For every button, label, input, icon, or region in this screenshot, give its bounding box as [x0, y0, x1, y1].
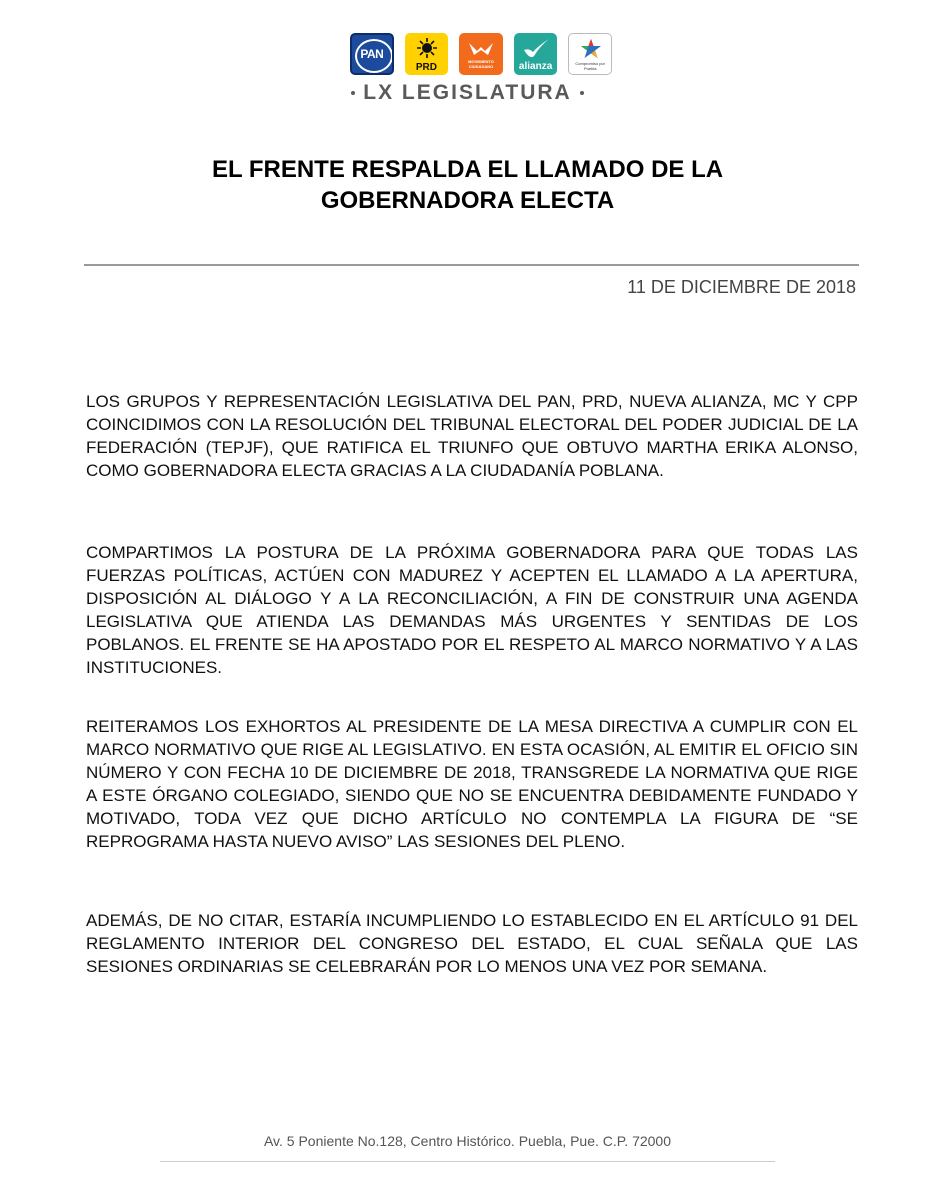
nueva-alianza-logo [514, 33, 558, 75]
paragraph-1: LOS GRUPOS Y REPRESENTACIÓN LEGISLATIVA DEL PAN, PRD, NUEVA ALIANZA, MC Y CPP COINCIDIMOS CON LA RESOLUCIÓN DEL TRIBUNAL ELECTORAL DEL PODER JUDICIAL DE LA FEDERACIÓN (TEPJF), QUE RATIFICA EL TRIUNFO QUE OBTUVO MARTHA ERIKA ALONSO, COMO GOBERNADORA ELECTA GRACIAS A LA CIUDADANÍA POBLANA. [86, 392, 858, 480]
prd-logo [405, 33, 449, 75]
eagle-icon [468, 41, 494, 57]
star-icon [580, 38, 602, 60]
nueva-alianza-logo-text: alianza [518, 61, 553, 72]
pan-logo [350, 33, 394, 75]
legislature-label: LX LEGISLATURA [363, 81, 572, 104]
paragraph-3: REITERAMOS LOS EXHORTOS AL PRESIDENTE DE LA MESA DIRECTIVA A CUMPLIR CON EL MARCO NORMATIVO QUE RIGE AL LEGISLATIVO. EN ESTA OCASIÓN, AL EMITIR EL OFICIO SIN NÚMERO Y CON FECHA 10 DE DICIEMBRE DE 2018, TRANSGREDE LA NORMATIVA QUE RIGE A ESTE ÓRGANO COLEGIADO, SIENDO QUE NO SE ENCUENTRA DEBIDAMENTE FUNDADO Y MOTIVADO, TODA VEZ QUE DICHO ARTÍCULO NO CONTEMPLA LA FIGURA DE “SE REPROGRAMA HASTA NUEVO AVISO” LAS SESIONES DEL PLENO. [86, 717, 858, 851]
document-title [0, 154, 935, 216]
compromiso-por-puebla-logo-text: Compromiso por Puebla [575, 61, 605, 71]
paragraph-2: COMPARTIMOS LA POSTURA DE LA PRÓXIMA GOBERNADORA PARA QUE TODAS LAS FUERZAS POLÍTICAS, ACTÚEN CON MADUREZ Y ACEPTEN EL LLAMADO A LA APERTURA, DISPOSICIÓN AL DIÁLOGO Y A LA RECONCILIACIÓN, A FIN DE CONSTRUIR UNA AGENDA LEGISLATIVA QUE ATIENDA LAS DEMANDAS MÁS URGENTES Y SENTIDAS DE LOS POBLANOS. EL FRENTE SE HA APOSTADO POR EL RESPETO AL MARCO NORMATIVO Y A LAS INSTITUCIONES. [86, 543, 858, 677]
party-logos [350, 33, 612, 77]
sun-icon [417, 38, 437, 58]
legislature-heading [0, 81, 935, 105]
left-dot [351, 91, 355, 95]
compromiso-por-puebla-logo [568, 33, 612, 75]
title-line-1: EL FRENTE RESPALDA EL LLAMADO DE LA [211, 156, 724, 183]
document-date: 11 DE DICIEMBRE DE 2018 [627, 277, 856, 297]
footer-address: Av. 5 Poniente No.128, Centro Histórico. Puebla, Pue. C.P. 72000 [263, 1133, 672, 1149]
movimiento-ciudadano-logo-text: MOVIMIENTO CIUDADANO [468, 59, 494, 69]
pan-logo-text: PAN [360, 47, 384, 61]
movimiento-ciudadano-logo [459, 33, 503, 75]
footer-divider [160, 1161, 775, 1162]
right-dot [580, 91, 584, 95]
checkmark-icon [522, 38, 550, 60]
title-line-2: GOBERNADORA ELECTA [320, 187, 615, 214]
prd-logo-text: PRD [415, 62, 437, 73]
title-divider [84, 264, 859, 266]
paragraph-4: ADEMÁS, DE NO CITAR, ESTARÍA INCUMPLIENDO LO ESTABLECIDO EN EL ARTÍCULO 91 DEL REGLAMENTO INTERIOR DEL CONGRESO DEL ESTADO, EL CUAL SEÑALA QUE LAS SESIONES ORDINARIAS SE CELEBRARÁN POR LO MENOS UNA VEZ POR SEMANA. [86, 911, 858, 976]
